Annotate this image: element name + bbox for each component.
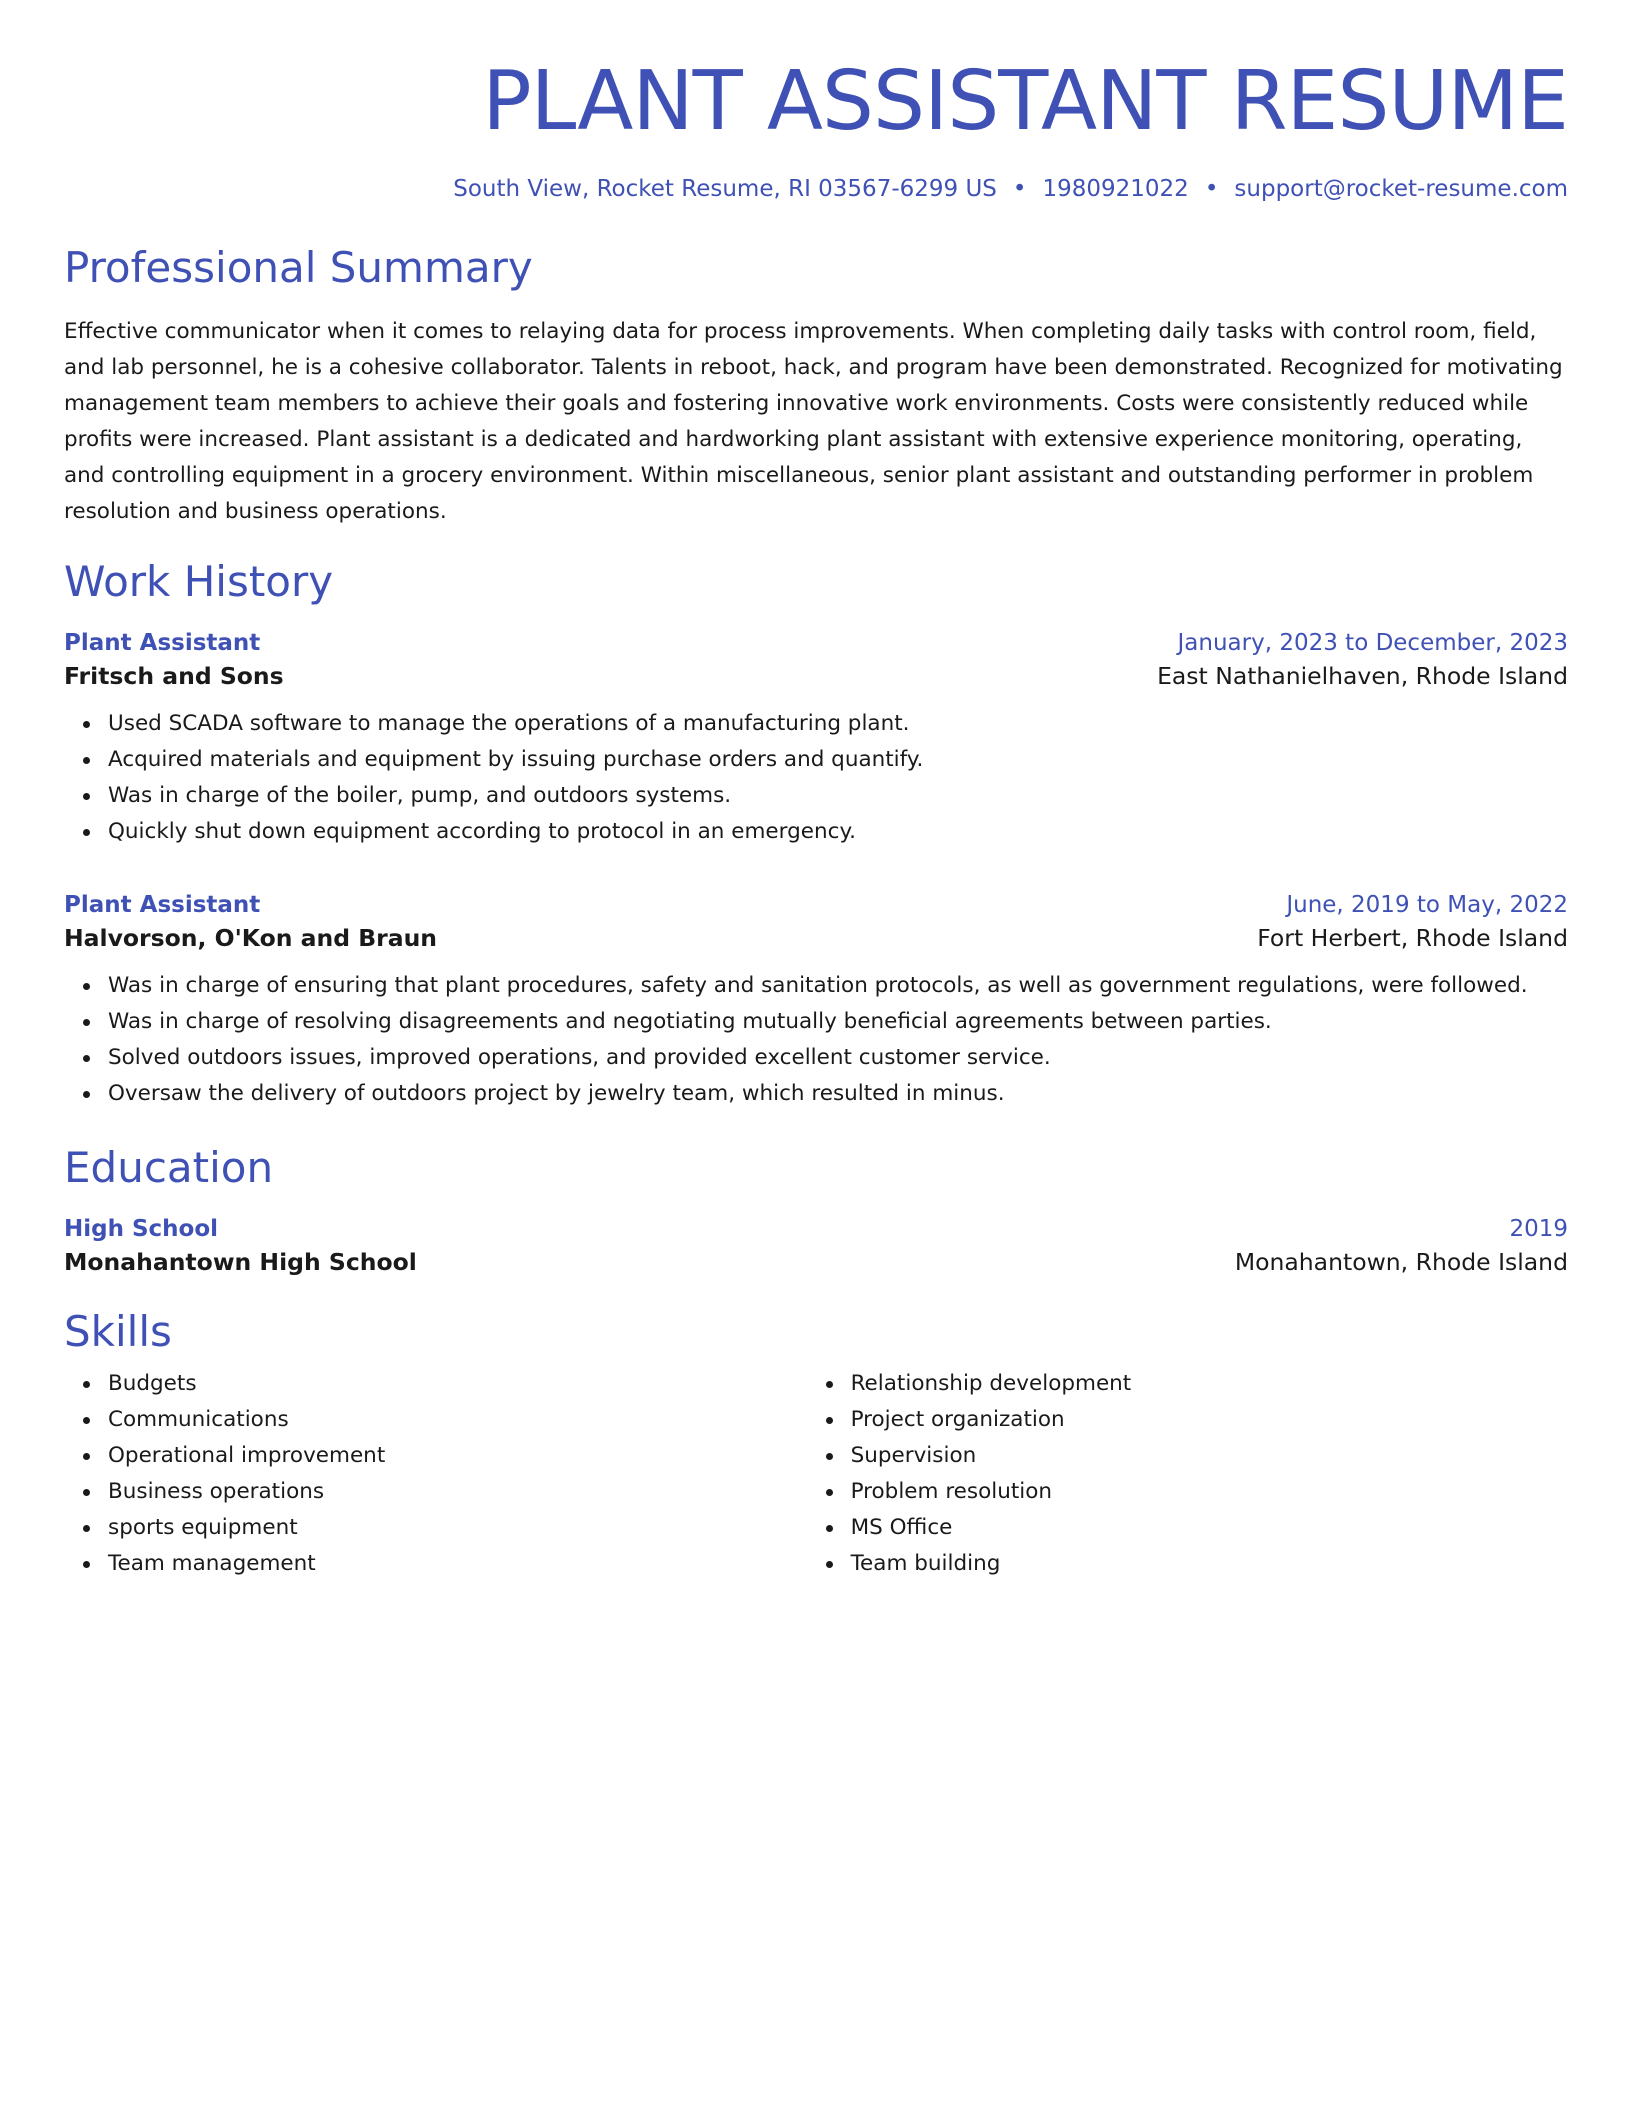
job-bullet: Used SCADA software to manage the operations of a manufacturing plant.: [108, 706, 1568, 742]
skill-item: Relationship development: [851, 1366, 1568, 1402]
job-header-row: [64, 628, 1568, 658]
section-title-education: Education: [64, 1143, 274, 1192]
job-bullet: Was in charge of the boiler, pump, and outdoors systems.: [108, 778, 1568, 814]
skill-item: Budgets: [108, 1366, 807, 1402]
job-location: Fort Herbert, Rhode Island: [1257, 924, 1568, 952]
job-entry: [64, 628, 1568, 850]
job-company: Halvorson, O'Kon and Braun: [64, 924, 438, 952]
education-degree: High School: [64, 1216, 219, 1242]
job-bullet: Solved outdoors issues, improved operations, and provided excellent customer service.: [108, 1040, 1568, 1076]
job-entry: [64, 890, 1568, 1112]
skills-list: [64, 1366, 1568, 1582]
skill-item: Project organization: [851, 1402, 1568, 1438]
job-bullet: Acquired materials and equipment by issuing purchase orders and quantify.: [108, 742, 1568, 778]
section-title-work-history: Work History: [64, 557, 334, 606]
section-title-skills: Skills: [64, 1307, 172, 1356]
skill-item: Team building: [851, 1546, 1568, 1582]
skills-column-right: [807, 1366, 1568, 1582]
contact-email: support@rocket-resume.com: [1234, 176, 1568, 202]
resume-page: [64, 0, 1568, 1582]
skill-item: sports equipment: [108, 1510, 807, 1546]
job-company: Fritsch and Sons: [64, 662, 284, 690]
job-bullet: Was in charge of ensuring that plant procedures, safety and sanitation protocols, as well as government regulations, were followed.: [108, 968, 1568, 1004]
job-bullets: [64, 968, 1568, 1112]
contact-separator: •: [1204, 176, 1219, 202]
summary-text: Effective communicator when it comes to relaying data for process improvements. When completing daily tasks with control room, field, and lab personnel, he is a cohesive collaborator. Talents in reboot, hack, and program have been demonstrated. Recognized for motivating management team members to achieve their goals and fostering innovative work environments. Costs were consistently reduced while profits were increased. Plant assistant is a dedicated and hardworking plant assistant with extensive experience monitoring, operating, and controlling equipment in a grocery environment. Within miscellaneous, senior plant assistant and outstanding performer in problem resolution and business operations.: [64, 319, 1563, 524]
job-company-row: [64, 920, 1568, 956]
job-bullet: Was in charge of resolving disagreements and negotiating mutually beneficial agreements between parties.: [108, 1004, 1568, 1040]
skill-item: Communications: [108, 1402, 807, 1438]
job-role: Plant Assistant: [64, 630, 261, 656]
skill-item: MS Office: [851, 1510, 1568, 1546]
contact-line: [64, 174, 1568, 204]
education-location: Monahantown, Rhode Island: [1234, 1248, 1568, 1276]
skill-item: Business operations: [108, 1474, 807, 1510]
skills-column-left: [64, 1366, 807, 1582]
job-company-row: [64, 658, 1568, 694]
contact-phone: 1980921022: [1042, 176, 1189, 202]
skill-item: Problem resolution: [851, 1474, 1568, 1510]
skill-item: Operational improvement: [108, 1438, 807, 1474]
resume-title: PLANT ASSISTANT RESUME: [482, 54, 1568, 149]
education-school: Monahantown High School: [64, 1248, 417, 1276]
education-entry: [64, 1214, 1568, 1280]
job-dates: June, 2019 to May, 2022: [1286, 892, 1568, 918]
job-bullet: Quickly shut down equipment according to protocol in an emergency.: [108, 814, 1568, 850]
job-bullet: Oversaw the delivery of outdoors project by jewelry team, which resulted in minus.: [108, 1076, 1568, 1112]
education-header-row: [64, 1214, 1568, 1244]
education-school-row: [64, 1244, 1568, 1280]
contact-address: South View, Rocket Resume, RI 03567-6299 US: [453, 176, 997, 202]
job-header-row: [64, 890, 1568, 920]
education-year: 2019: [1509, 1216, 1568, 1242]
job-dates: January, 2023 to December, 2023: [1177, 630, 1568, 656]
job-role: Plant Assistant: [64, 892, 261, 918]
contact-separator: •: [1012, 176, 1027, 202]
skill-item: Supervision: [851, 1438, 1568, 1474]
section-title-summary: Professional Summary: [64, 243, 533, 292]
job-location: East Nathanielhaven, Rhode Island: [1157, 662, 1568, 690]
job-bullets: [64, 706, 1568, 850]
skill-item: Team management: [108, 1546, 807, 1582]
